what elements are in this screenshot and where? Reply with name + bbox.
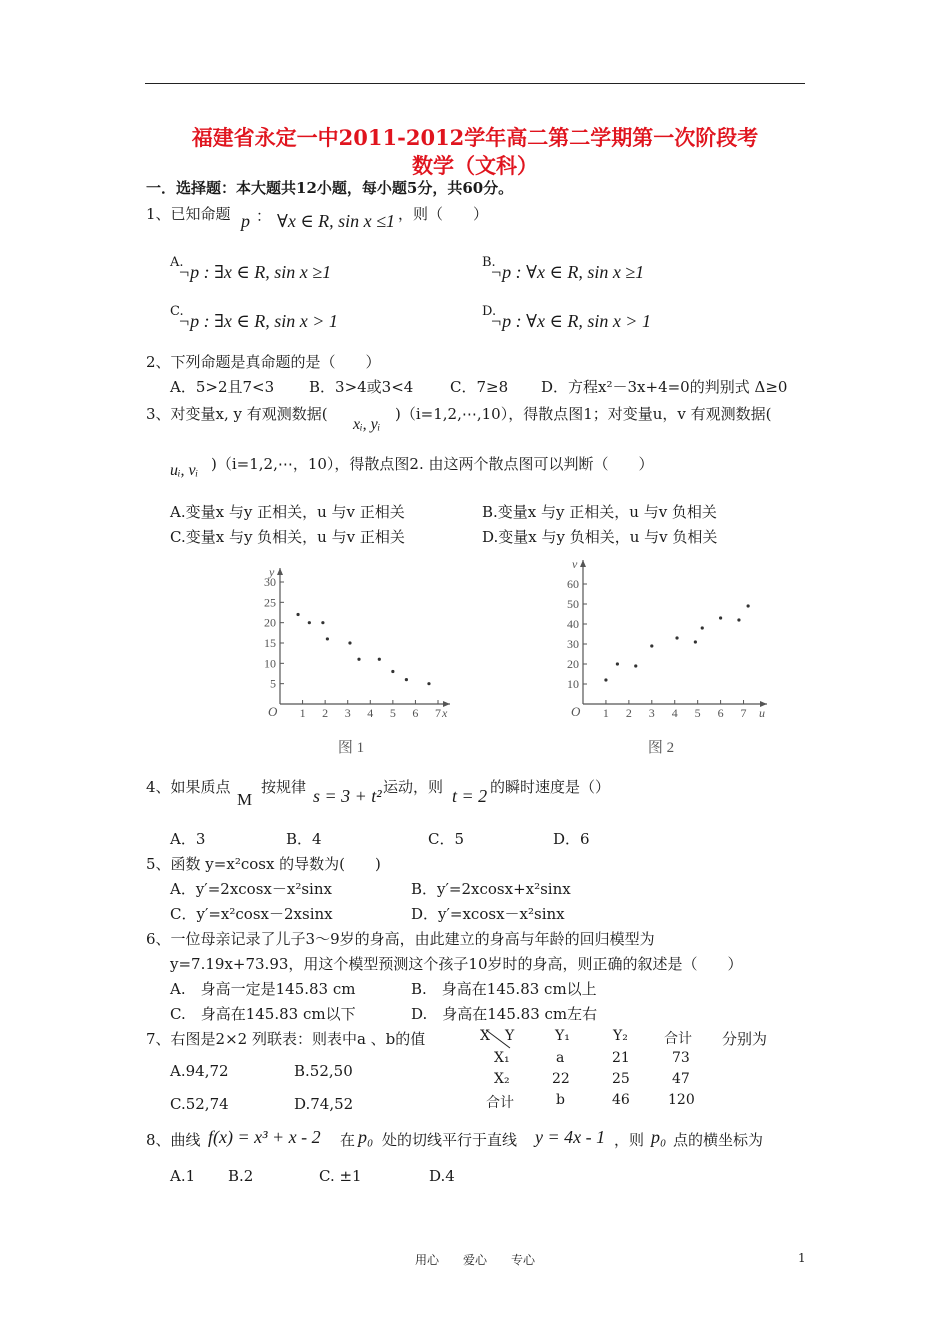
q1-option-b-label: B. — [482, 255, 496, 270]
q3-xy: xᵢ, yᵢ — [353, 416, 381, 433]
data-point — [308, 621, 311, 624]
table-cell: 46 — [612, 1092, 630, 1108]
q4-t: t = 2 — [452, 786, 488, 806]
data-point — [326, 637, 329, 640]
table-header-y1: Y₁ — [555, 1028, 570, 1044]
q2-option-c: C．7≥8 — [450, 378, 509, 396]
data-point — [604, 678, 607, 681]
table-row-label: X₂ — [494, 1071, 510, 1087]
q1-stem: 1、已知命题 — [146, 205, 231, 223]
q6-option-c: C. 身高在145.83 cm以下 — [170, 1005, 356, 1023]
y-tick-label: 5 — [270, 676, 276, 691]
q3-option-b: B.变量x 与y 正相关，u 与v 负相关 — [482, 503, 717, 521]
table-corner-y: Y — [505, 1028, 515, 1044]
y-tick-label: 30 — [264, 575, 276, 589]
q4-stem-part3: 运动，则 — [383, 778, 444, 796]
x-tick-label: 7 — [435, 706, 441, 720]
q6-stem-line1: 6、一位母亲记录了儿子3～9岁的身高，由此建立的身高与年龄的回归模型为 — [146, 930, 655, 948]
q8-option-a: A.1 — [170, 1167, 196, 1185]
table-cell: 25 — [612, 1071, 630, 1087]
q8-p0: p₀ — [651, 1127, 667, 1147]
figure-caption: 图 2 — [647, 740, 675, 756]
origin-label: O — [268, 704, 278, 719]
y-axis-label: v — [572, 560, 578, 571]
q1-option-b: ¬p : ∀x ∈ R, sin x ≥1 — [490, 262, 645, 282]
q3-option-d: D.变量x 与y 负相关，u 与v 负相关 — [482, 528, 718, 546]
q1-option-c: ¬p : ∃x ∈ R, sin x > 1 — [178, 311, 338, 331]
x-tick-label: 1 — [602, 706, 609, 720]
header-rule — [145, 83, 805, 84]
q4-m: M — [237, 790, 253, 809]
q6-option-b: B. 身高在145.83 cm以上 — [411, 980, 597, 998]
q8-stem-part4: ，则 — [614, 1131, 645, 1149]
data-point — [378, 658, 381, 661]
q5-option-b: B．y′=2xcosx+x²sinx — [411, 880, 571, 898]
q1-option-a-label: A. — [170, 255, 184, 270]
x-tick-label: 2 — [625, 706, 632, 720]
data-point — [616, 662, 619, 665]
data-point — [694, 640, 697, 643]
y-axis-arrow — [580, 560, 586, 567]
x-tick-label: 5 — [694, 706, 701, 720]
q6-option-d: D. 身高在145.83 cm左右 — [411, 1005, 598, 1023]
document-title: 福建省永定一中2011-2012学年高二第二学期第一次阶段考 — [191, 125, 759, 150]
q8-stem-part2: 在 — [340, 1131, 356, 1149]
table-cell: 120 — [668, 1092, 695, 1108]
footer-motto: 用心 爱心 专心 — [414, 1253, 535, 1267]
y-tick-label: 25 — [264, 595, 276, 610]
data-point — [321, 621, 324, 624]
q7-stem: 7、右图是2×2 列联表：则表中a 、b的值 — [146, 1030, 426, 1048]
x-tick-label: 3 — [344, 706, 351, 720]
y-tick-label: 50 — [567, 597, 579, 611]
data-point — [427, 682, 430, 685]
q7-option-b: B.52,50 — [294, 1062, 353, 1080]
x-tick-label: 6 — [717, 706, 724, 720]
q1-p: p — [241, 211, 250, 231]
q5-option-d: D．y′=xcosx－x²sinx — [411, 905, 565, 923]
contingency-table — [478, 1028, 708, 1114]
data-point — [701, 626, 704, 629]
q7-tail: 分别为 — [722, 1030, 768, 1048]
q5-option-c: C．y′=x²cosx－2xsinx — [170, 905, 333, 923]
q4-stem-part4: 的瞬时速度是（） — [490, 778, 611, 796]
data-point — [391, 670, 394, 673]
q7-option-a: A.94,72 — [170, 1062, 229, 1080]
x-axis-label: x — [442, 706, 448, 720]
q8-function: f(x) = x³ + x - 2 — [208, 1127, 321, 1147]
y-axis-arrow — [277, 568, 283, 575]
q8-option-d: D.4 — [429, 1167, 455, 1185]
q1-option-d-label: D. — [482, 304, 497, 319]
x-tick-label: 3 — [648, 706, 655, 720]
q8-stem-part5: 点的横坐标为 — [673, 1131, 764, 1149]
q8-line: y = 4x - 1 — [535, 1127, 606, 1147]
y-tick-label: 30 — [567, 637, 579, 651]
x-tick-label: 5 — [389, 706, 396, 720]
q4-stem-part1: 4、如果质点 — [146, 778, 231, 796]
q2-option-a: A．5>2且7<3 — [170, 378, 275, 396]
table-cell: a — [556, 1050, 565, 1066]
data-point — [747, 604, 750, 607]
y-tick-label: 20 — [264, 615, 276, 630]
table-header-y2: Y₂ — [613, 1028, 628, 1044]
q3-uv: uᵢ, vᵢ — [170, 462, 199, 479]
data-point — [737, 618, 740, 621]
q8-option-b: B.2 — [228, 1167, 254, 1185]
q4-option-c: C．5 — [428, 830, 465, 848]
y-tick-label: 15 — [264, 636, 276, 650]
table-row-label: X₁ — [494, 1050, 510, 1066]
q1-option-a: ¬p : ∃x ∈ R, sin x ≥1 — [178, 262, 332, 282]
q3-stem-part3: )（i=1,2,⋯，10），得散点图2. 由这两个散点图可以判断（ ） — [211, 455, 654, 473]
q1-option-d: ¬p : ∀x ∈ R, sin x > 1 — [490, 311, 651, 331]
table-cell: 47 — [672, 1071, 690, 1087]
x-tick-label: 6 — [412, 706, 419, 720]
q5-stem: 5、函数 y=x²cosx 的导数为( ) — [146, 855, 381, 873]
data-point — [719, 616, 722, 619]
table-header-total: 合计 — [664, 1031, 692, 1047]
data-point — [405, 678, 408, 681]
page-number: 1 — [798, 1251, 806, 1265]
y-tick-label: 20 — [567, 657, 579, 671]
q4-stem-part2: 按规律 — [261, 778, 307, 796]
figure-caption: 图 1 — [337, 740, 365, 756]
q4-law: s = 3 + t² — [313, 786, 382, 806]
q3-stem-part2: )（i=1,2,⋯,10），得散点图1；对变量u，v 有观测数据( — [395, 405, 772, 423]
data-point — [675, 636, 678, 639]
q1-option-c-label: C. — [170, 304, 184, 319]
q5-option-a: A．y′=2xcosx－x²sinx — [170, 880, 332, 898]
q1-statement: ∀x ∈ R, sin x ≤1 — [277, 211, 396, 231]
x-tick-label: 4 — [367, 706, 374, 720]
q3-option-c: C.变量x 与y 负相关，u 与v 正相关 — [170, 528, 405, 546]
y-tick-label: 40 — [567, 617, 579, 631]
y-tick-label: 10 — [264, 656, 276, 671]
q3-stem-part1: 3、对变量x, y 有观测数据( — [146, 405, 328, 423]
scatter-plot-1 — [250, 560, 460, 760]
q6-stem-line2: y=7.19x+73.93，用这个模型预测这个孩子10岁时的身高，则正确的叙述是（ ） — [170, 955, 743, 973]
table-cell: 22 — [552, 1071, 570, 1087]
data-point — [296, 613, 299, 616]
x-tick-label: 7 — [740, 706, 747, 720]
q8-option-c: C. ±1 — [319, 1167, 362, 1185]
q8-stem-part1: 8、曲线 — [146, 1131, 201, 1149]
q4-option-a: A．3 — [170, 830, 206, 848]
data-point — [634, 664, 637, 667]
q8-stem-part3: 处的切线平行于直线 — [382, 1131, 518, 1149]
q1-colon: ： — [256, 207, 272, 225]
q2-stem: 2、下列命题是真命题的是（ ） — [146, 353, 381, 371]
q1-tail: ，则（ ） — [398, 205, 489, 223]
x-tick-label: 4 — [671, 706, 678, 720]
q3-option-a: A.变量x 与y 正相关，u 与v 正相关 — [170, 503, 405, 521]
q7-option-d: D.74,52 — [294, 1095, 354, 1113]
document-subtitle: 数学（文科） — [412, 153, 538, 178]
y-tick-label: 10 — [567, 677, 579, 691]
scatter-plot-2 — [555, 560, 775, 760]
origin-label: O — [571, 704, 581, 719]
table-corner-x: X — [480, 1028, 490, 1044]
table-row-label: 合计 — [486, 1095, 514, 1111]
data-point — [348, 641, 351, 644]
q7-option-c: C.52,74 — [170, 1095, 229, 1113]
q6-option-a: A. 身高一定是145.83 cm — [170, 980, 356, 998]
table-cell: 73 — [672, 1050, 690, 1066]
x-axis-label: u — [759, 706, 765, 720]
q8-p0: p₀ — [358, 1127, 374, 1147]
table-cell: b — [556, 1092, 565, 1108]
y-tick-label: 60 — [567, 577, 579, 591]
y-axis-label: y — [269, 565, 275, 579]
q4-option-d: D．6 — [553, 830, 590, 848]
q2-option-b: B．3>4或3<4 — [309, 378, 414, 396]
table-cell: 21 — [612, 1050, 630, 1066]
x-tick-label: 1 — [299, 706, 306, 720]
x-tick-label: 2 — [322, 706, 329, 720]
section-heading: 一．选择题：本大题共12小题，每小题5分，共60分。 — [146, 179, 514, 197]
data-point — [650, 644, 653, 647]
data-point — [357, 658, 360, 661]
q2-option-d: D．方程x²－3x+4=0的判别式 Δ≥0 — [541, 378, 788, 396]
q4-option-b: B．4 — [286, 830, 322, 848]
